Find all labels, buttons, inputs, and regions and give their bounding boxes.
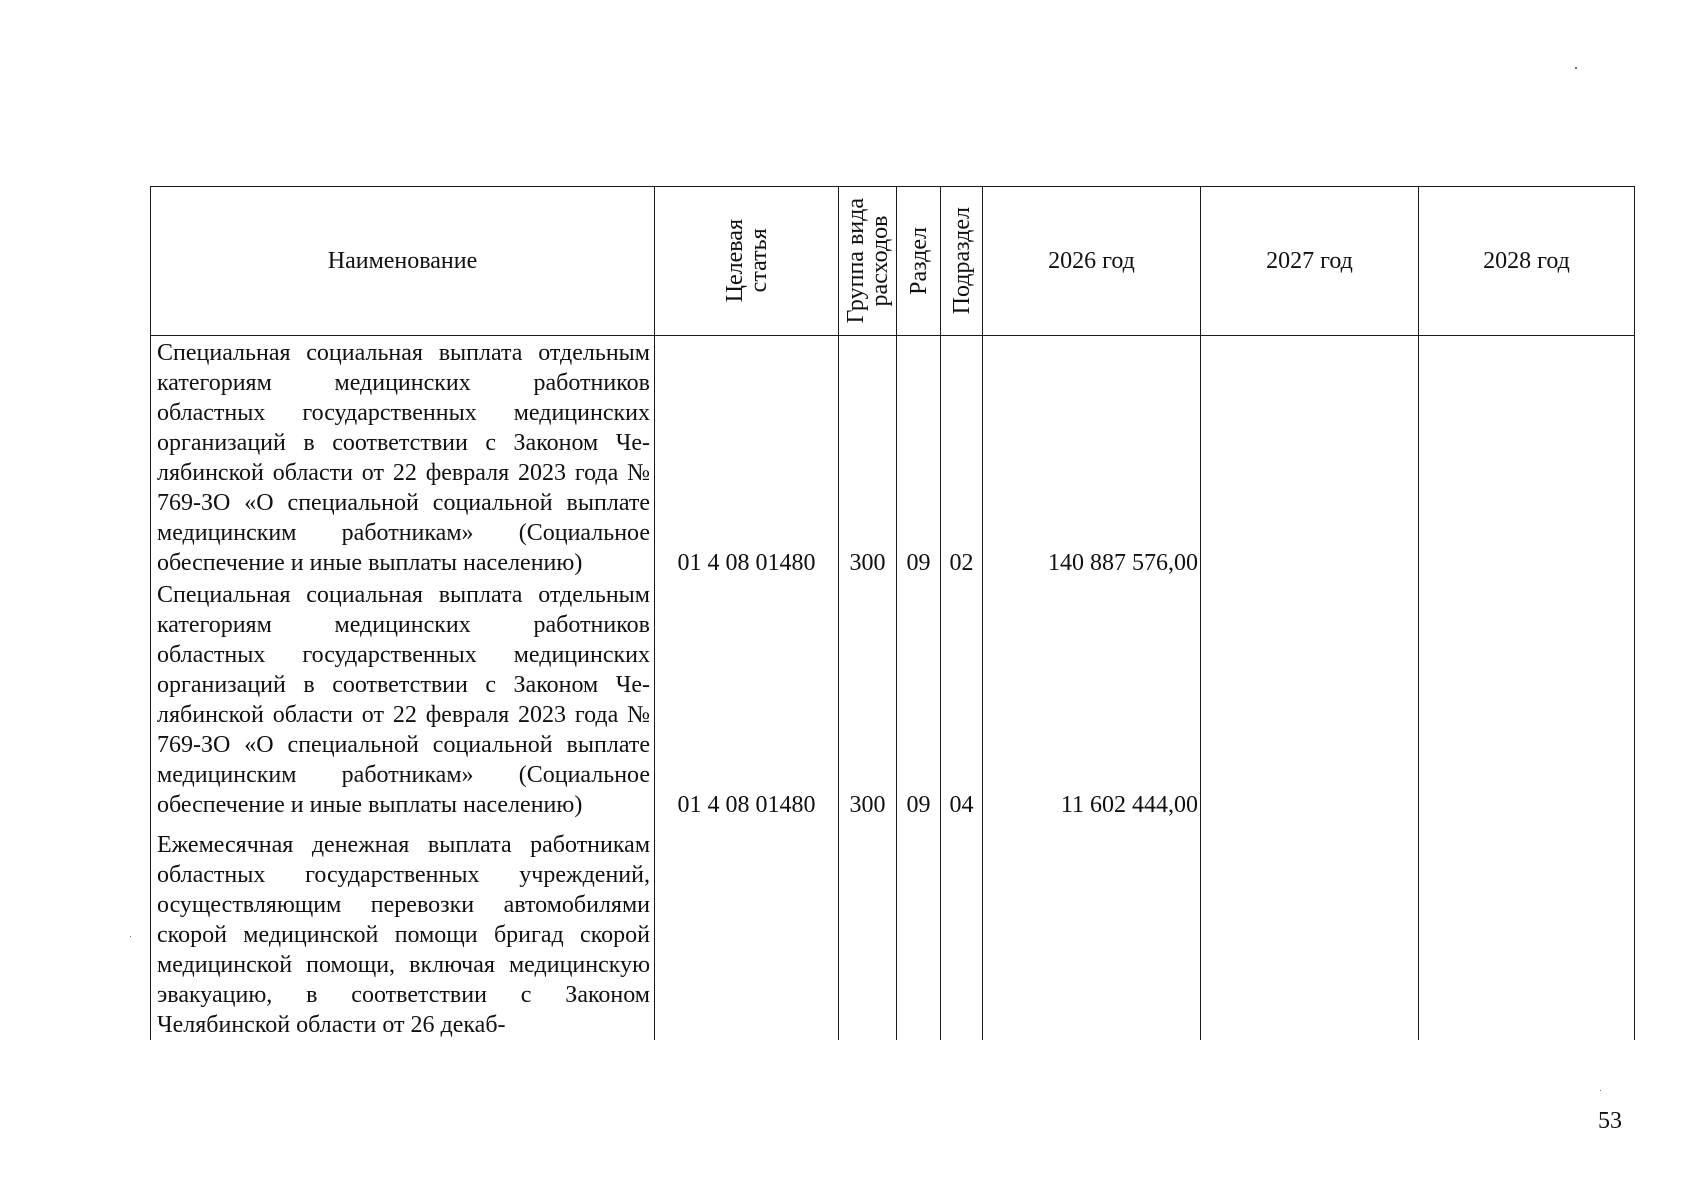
row-name-cell: Ежемесячная денежная выплата работникам областных государственных учреждений, осуществляющим перевозки автомобилями скорой медицинской помощи бригад скорой медицинской помощи, включая медицинскую эвакуацию, в соответствии с Законом Челябинской области от 26 декаб- xyxy=(151,820,655,1040)
row-year-2026-cell: 11 602 444,00 xyxy=(983,578,1201,820)
row-target-article-cell: 01 4 08 01480 xyxy=(655,578,839,820)
table-row xyxy=(151,578,1635,820)
row-year-2027-cell xyxy=(1201,578,1419,820)
row-section-cell xyxy=(897,820,941,1040)
row-section-cell: 09 xyxy=(897,336,941,579)
scan-speck xyxy=(130,936,131,937)
budget-table xyxy=(150,186,1635,1040)
header-year-2028-label: 2028 год xyxy=(1483,248,1570,274)
row-year-2028-cell xyxy=(1419,578,1635,820)
header-section-label: Раздел xyxy=(905,227,932,295)
row-year-2026-cell xyxy=(983,820,1201,1040)
row-name-cell: Специальная социальная выплата отдельным категориям медицинских работников областных государственных медицинских организаций в соответствии с Законом Челябинской области от 22 февраля 2023 года № 769-ЗО «О специальной социальной выплате медицинским работникам» (Социальное обеспечение и иные выплаты населению) xyxy=(151,336,655,579)
row-section-cell: 09 xyxy=(897,578,941,820)
row-target-article-cell: 01 4 08 01480 xyxy=(655,336,839,579)
page-number: 53 xyxy=(1598,1108,1622,1134)
header-subsection xyxy=(941,187,983,336)
table-header-row xyxy=(151,187,1635,336)
scan-speck xyxy=(1600,1090,1601,1091)
row-subsection-cell: 02 xyxy=(941,336,983,579)
row-target-article-cell xyxy=(655,820,839,1040)
header-year-2027-label: 2027 год xyxy=(1266,248,1353,274)
table-row xyxy=(151,336,1635,579)
header-year-2027 xyxy=(1201,187,1419,336)
row-year-2028-cell xyxy=(1419,336,1635,579)
header-expense-group xyxy=(839,187,897,336)
row-year-2027-cell xyxy=(1201,336,1419,579)
row-expense-group-cell xyxy=(839,820,897,1040)
header-year-2028 xyxy=(1419,187,1635,336)
row-expense-group-cell: 300 xyxy=(839,336,897,579)
row-subsection-cell xyxy=(941,820,983,1040)
header-expense-group-label: Группа вида расходов xyxy=(842,198,893,324)
row-year-2026-cell: 140 887 576,00 xyxy=(983,336,1201,579)
header-section xyxy=(897,187,941,336)
header-year-2026 xyxy=(983,187,1201,336)
row-subsection-cell: 04 xyxy=(941,578,983,820)
header-name xyxy=(151,187,655,336)
header-target-article xyxy=(655,187,839,336)
header-name-label: Наименование xyxy=(327,248,478,274)
scan-speck xyxy=(1575,67,1577,69)
row-year-2027-cell xyxy=(1201,820,1419,1040)
row-name-cell: Специальная социальная выплата отдельным категориям медицинских работников областных государственных медицинских организаций в соответствии с Законом Челябинской области от 22 февраля 2023 года № 769-ЗО «О специальной социальной выплате медицинским работникам» (Социальное обеспечение и иные выплаты населению) xyxy=(151,578,655,820)
table-row xyxy=(151,820,1635,1040)
header-year-2026-label: 2026 год xyxy=(1048,248,1135,274)
header-target-article-label: Целевая статья xyxy=(721,219,772,303)
header-subsection-label: Подраздел xyxy=(948,207,975,315)
row-expense-group-cell: 300 xyxy=(839,578,897,820)
row-year-2028-cell xyxy=(1419,820,1635,1040)
